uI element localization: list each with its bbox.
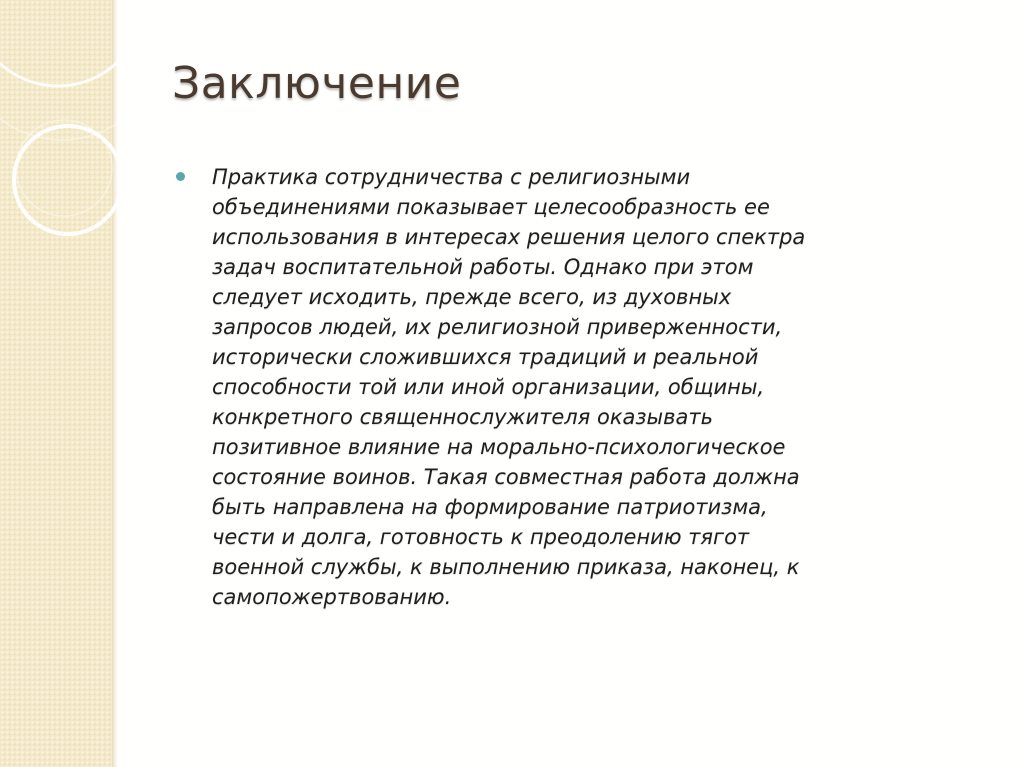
decorative-rings bbox=[0, 0, 130, 260]
bullet-dot-icon bbox=[176, 172, 185, 181]
bullet-text: Практика сотрудничества с религиозными объединениями показывает целесообразность ее использования в интересах решения целого спектра задач воспитательной работы. Однако при этом следует исходить, прежде всего, из духовных запросов людей, их религиозной приверженности, исторически сложившихся традиций и реальной способности той или иной организации, общины, конкретного священнослужителя оказывать позитивное влияние на морально-психологическое состояние воинов. Такая совместная работа должна быть направлена на формирование патриотизма, чести и долга, готовность к преодолению тягот военной службы, к выполнению приказа, наконец, к самопожертвованию. bbox=[212, 165, 806, 609]
slide-title: Заключение bbox=[172, 58, 462, 109]
